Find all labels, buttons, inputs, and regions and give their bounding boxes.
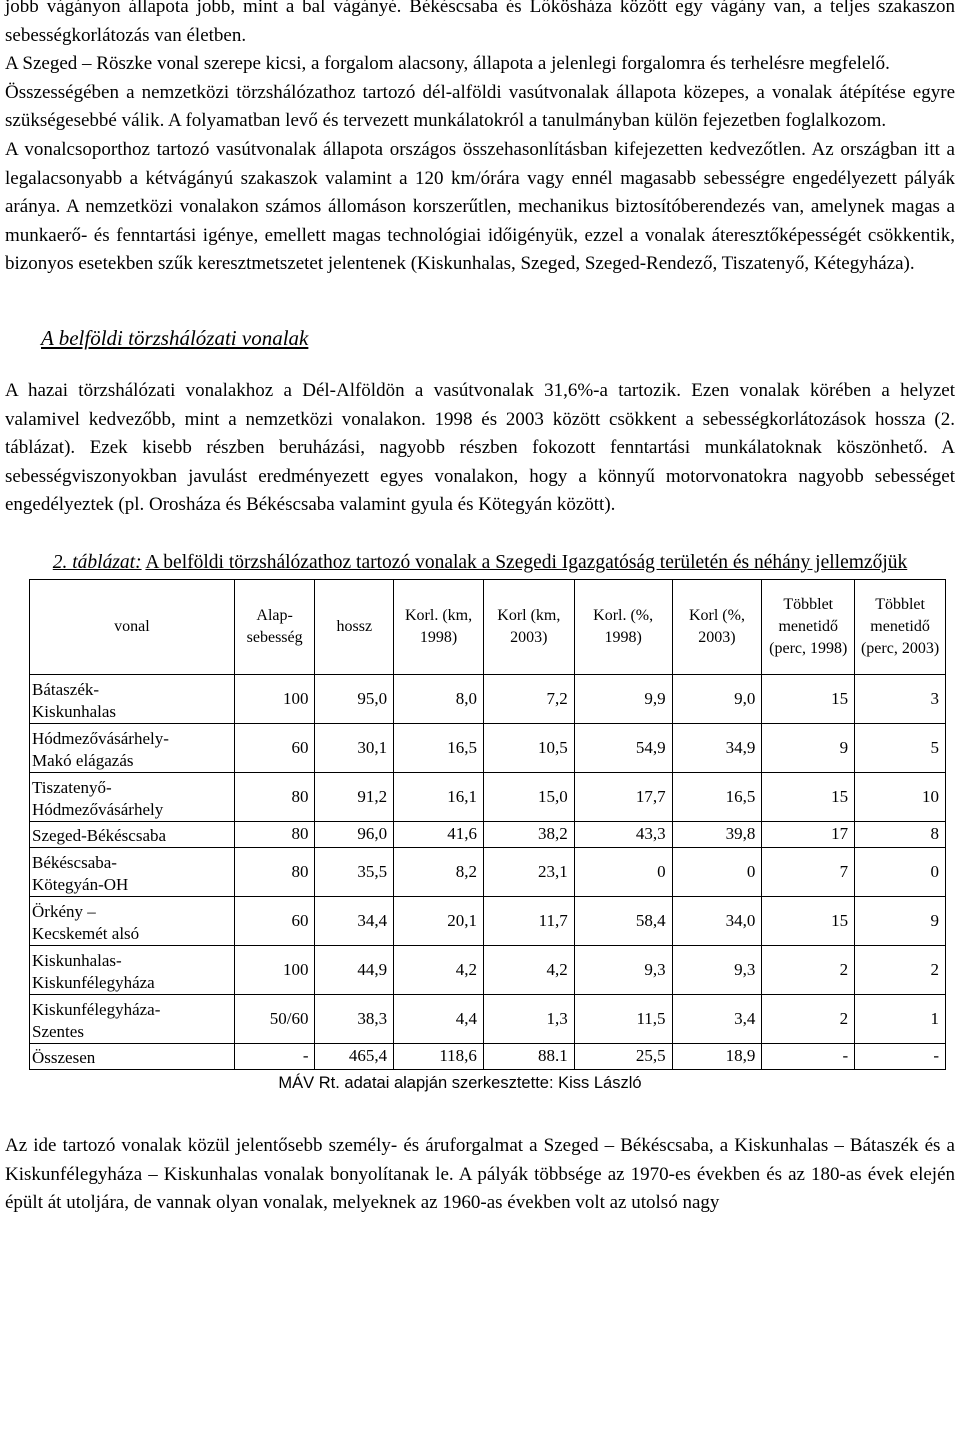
row-line-name: Kiskunhalas- Kiskunfélegyháza — [30, 945, 235, 994]
table-cell: 118,6 — [394, 1043, 484, 1069]
table-cell: 11,5 — [574, 994, 672, 1043]
section-title: A belföldi törzshálózati vonalak — [41, 325, 309, 350]
table-cell: 20,1 — [394, 896, 484, 945]
table-cell: 100 — [234, 674, 315, 723]
paragraph-1: jobb vágányon állapota jobb, mint a bal vágányé. Békéscsaba és Lőkösháza között egy vágány van, a teljes szakaszon sebességkorlátozás van életben. — [5, 0, 955, 46]
table-row — [30, 896, 946, 945]
table-cell: 54,9 — [574, 723, 672, 772]
row-line-name: Tiszatenyő- Hódmezővásárhely — [30, 772, 235, 821]
table-cell: 38,2 — [483, 821, 574, 847]
document-page — [5, 0, 955, 1218]
table-cell: 17 — [762, 821, 855, 847]
table-cell: 16,1 — [394, 772, 484, 821]
table-cell: 9,9 — [574, 674, 672, 723]
table-caption-text: A belföldi törzshálózathoz tartozó vonalak a Szegedi Igazgatóság területén és néhány jellemzőjük — [145, 551, 908, 573]
row-line-name: Összesen — [30, 1043, 235, 1069]
table-cell: 0 — [855, 847, 946, 896]
table-cell: 16,5 — [394, 723, 484, 772]
paragraph-5: A hazai törzshálózati vonalakhoz a Dél-Alföldön a vasútvonalak 31,6%-a tartozik. Ezen vonalak körében a helyzet valamivel kedvezőbb, mint a nemzetközi vonalakon. 1998 és 2003 között csökkent a sebességkorlátozások hossza (2. táblázat). Ezek kisebb részben beruházási, nagyobb részben fokozott fenntartási munkálatoknak köszönhető. A sebességviszonyokban javulást eredményezett egyes vonalakon, hogy a könnyű motorvonatokra nagyobb sebességet engedélyeztek (pl. Orosháza és Békéscsaba valamint gyula és Kötegyán között). — [5, 379, 955, 516]
table-cell: 8,2 — [394, 847, 484, 896]
table-cell: 34,0 — [672, 896, 762, 945]
header-restr-km-2003: Korl (km, 2003) — [483, 579, 574, 674]
table-cell: 80 — [234, 847, 315, 896]
paragraph-6: Az ide tartozó vonalak közül jelentősebb személy- és áruforgalmat a Szeged – Békéscsaba, a Kiskunhalas – Bátaszék és a Kiskunfélegyháza – Kiskunhalas vonalak bonyolítanak le. A pályák többsége az 1970-es években és az 180-as évek elején épült át utoljára, de vannak olyan vonalak, melyeknek az 1960-as években volt az utolsó nagy — [5, 1134, 955, 1214]
table-cell: 0 — [574, 847, 672, 896]
header-restr-km-1998: Korl. (km, 1998) — [394, 579, 484, 674]
table-cell: 0 — [672, 847, 762, 896]
table-row — [30, 1043, 946, 1069]
table-cell: 8 — [855, 821, 946, 847]
table-cell: 16,5 — [672, 772, 762, 821]
header-restr-pct-1998: Korl. (%, 1998) — [574, 579, 672, 674]
table-cell: 44,9 — [315, 945, 394, 994]
table-cell: 80 — [234, 772, 315, 821]
table-cell: 17,7 — [574, 772, 672, 821]
table-body — [30, 674, 946, 1069]
table-cell: 95,0 — [315, 674, 394, 723]
table-row — [30, 674, 946, 723]
table-cell: 11,7 — [483, 896, 574, 945]
header-length: hossz — [315, 579, 394, 674]
row-line-name: Örkény – Kecskemét alsó — [30, 896, 235, 945]
table-cell: 9,3 — [574, 945, 672, 994]
table-cell: 15,0 — [483, 772, 574, 821]
paragraph-4: A vonalcsoporthoz tartozó vasútvonalak állapota országos összehasonlításban kifejezetten kedvezőtlen. Az országban itt a legalacsonyabb a kétvágányú szakaszok valamint a 120 km/órára vagy ennél magasabb sebességre engedélyezett pályák aránya. A nemzetközi vonalakon számos állomáson korszerűtlen, mechanikus biztosítóberendezés van, amelynek magas a munkaerő- és fenntartási igénye, emellett magas technológiai időigényük, ezzel a vonalak áteresztőképességét csökkentik, bizonyos esetekben szűk keresztmetszetet jelentenek (Kiskunhalas, Szeged, Szeged-Rendező, Tiszatenyő, Kétegyháza). — [5, 138, 955, 275]
table-cell: 1,3 — [483, 994, 574, 1043]
table-cell: 9,0 — [672, 674, 762, 723]
table-number: 2. táblázat: — [52, 551, 142, 573]
paragraph-3: Összességében a nemzetközi törzshálózathoz tartozó dél-alföldi vasútvonalak állapota közepes, a vonalak átépítése egyre szükségesebbé válik. A folyamatban levő és tervezett munkálatokról a tanulmányban külön fejezetben foglalkozom. — [5, 81, 955, 132]
header-line: vonal — [30, 579, 235, 674]
table-source: MÁV Rt. adatai alapján szerkesztette: Kiss László — [278, 1073, 642, 1092]
table-cell: 18,9 — [672, 1043, 762, 1069]
table-cell: 3 — [855, 674, 946, 723]
table-cell: 15 — [762, 674, 855, 723]
table-cell: - — [234, 1043, 315, 1069]
header-restr-pct-2003: Korl (%, 2003) — [672, 579, 762, 674]
table-cell: - — [855, 1043, 946, 1069]
table-cell: 1 — [855, 994, 946, 1043]
table-cell: 34,9 — [672, 723, 762, 772]
header-base-speed: Alap-sebesség — [234, 579, 315, 674]
table-cell: 23,1 — [483, 847, 574, 896]
table-row — [30, 994, 946, 1043]
table-cell: 5 — [855, 723, 946, 772]
table-cell: 35,5 — [315, 847, 394, 896]
table-cell: 3,4 — [672, 994, 762, 1043]
table-cell: 50/60 — [234, 994, 315, 1043]
speed-restriction-table — [29, 579, 946, 1070]
table-cell: 80 — [234, 821, 315, 847]
table-cell: 8,0 — [394, 674, 484, 723]
table-cell: 15 — [762, 896, 855, 945]
table-cell: 25,5 — [574, 1043, 672, 1069]
table-cell: 465,4 — [315, 1043, 394, 1069]
table-cell: 96,0 — [315, 821, 394, 847]
table-header-row — [30, 579, 946, 674]
table-caption — [5, 548, 955, 577]
row-line-name: Szeged-Békéscsaba — [30, 821, 235, 847]
table-cell: 9 — [762, 723, 855, 772]
table-row — [30, 723, 946, 772]
table-cell: 60 — [234, 723, 315, 772]
table-cell: 9,3 — [672, 945, 762, 994]
table-row — [30, 772, 946, 821]
table-cell: 15 — [762, 772, 855, 821]
table-cell: - — [762, 1043, 855, 1069]
table-cell: 43,3 — [574, 821, 672, 847]
table-cell: 60 — [234, 896, 315, 945]
table-cell: 2 — [762, 994, 855, 1043]
table-cell: 4,2 — [394, 945, 484, 994]
table-cell: 91,2 — [315, 772, 394, 821]
table-cell: 2 — [762, 945, 855, 994]
table-cell: 9 — [855, 896, 946, 945]
table-row — [30, 847, 946, 896]
table-cell: 38,3 — [315, 994, 394, 1043]
header-extra-time-1998: Többlet menetidő (perc, 1998) — [762, 579, 855, 674]
header-extra-time-2003: Többlet menetidő (perc, 2003) — [855, 579, 946, 674]
table-cell: 2 — [855, 945, 946, 994]
table-cell: 7,2 — [483, 674, 574, 723]
row-line-name: Békéscsaba- Kötegyán-OH — [30, 847, 235, 896]
table-cell: 10 — [855, 772, 946, 821]
row-line-name: Kiskunfélegyháza- Szentes — [30, 994, 235, 1043]
table-cell: 34,4 — [315, 896, 394, 945]
table-cell: 4,2 — [483, 945, 574, 994]
table-cell: 7 — [762, 847, 855, 896]
table-row — [30, 945, 946, 994]
row-line-name: Bátaszék- Kiskunhalas — [30, 674, 235, 723]
table-cell: 88.1 — [483, 1043, 574, 1069]
table-cell: 39,8 — [672, 821, 762, 847]
paragraph-2: A Szeged – Röszke vonal szerepe kicsi, a forgalom alacsony, állapota a jelenlegi forgalomra és terhelésre megfelelő. — [5, 53, 890, 75]
table-cell: 58,4 — [574, 896, 672, 945]
table-cell: 41,6 — [394, 821, 484, 847]
table-cell: 10,5 — [483, 723, 574, 772]
table-cell: 100 — [234, 945, 315, 994]
table-cell: 4,4 — [394, 994, 484, 1043]
table-row — [30, 821, 946, 847]
row-line-name: Hódmezővásárhely- Makó elágazás — [30, 723, 235, 772]
table-cell: 30,1 — [315, 723, 394, 772]
